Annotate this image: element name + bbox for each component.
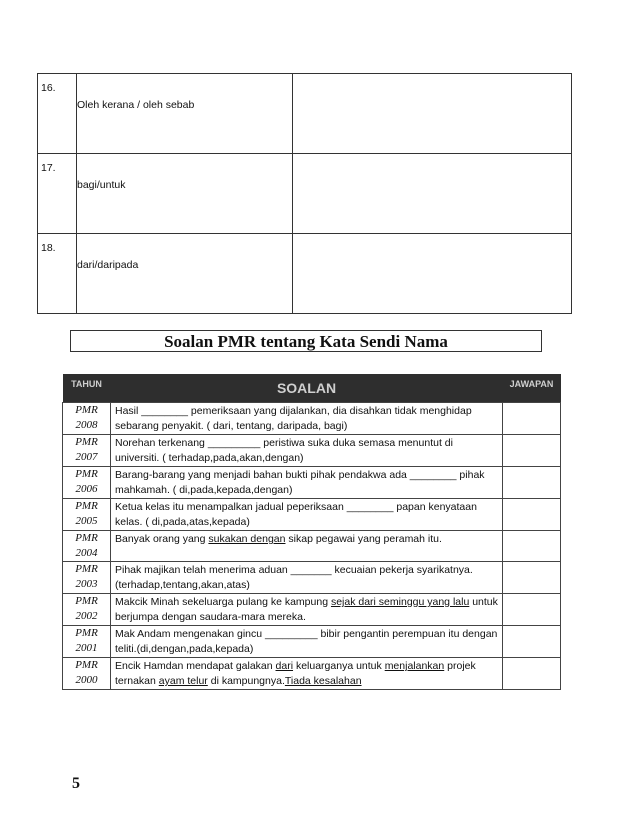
table-row — [63, 531, 561, 562]
answer-cell[interactable] — [503, 594, 561, 626]
underlined-phrase: menjalankan — [384, 660, 445, 672]
year-value: 2007 — [75, 451, 98, 463]
underlined-phrase: sukakan dengan — [208, 533, 286, 545]
question-text: Encik Hamdan mendapat galakan dari keluarganya untuk menjalankan projek ternakan ayam telur di kampungnya.Tiada kesalahan — [111, 658, 503, 690]
answer-cell[interactable] — [503, 626, 561, 658]
table-row — [38, 154, 572, 234]
question-table — [62, 374, 561, 690]
table-row — [63, 562, 561, 594]
word-list-table — [37, 73, 572, 314]
table-row — [63, 499, 561, 531]
underlined-phrase: dari — [275, 660, 294, 672]
answer-cell[interactable] — [503, 435, 561, 467]
row-label: Oleh kerana / oleh sebab — [77, 99, 195, 111]
section-title: Soalan PMR tentang Kata Sendi Nama — [70, 330, 542, 352]
row-number: 17. — [38, 154, 77, 234]
question-text: Banyak orang yang sukakan dengan sikap pegawai yang peramah itu. — [111, 531, 503, 562]
row-label: dari/daripada — [77, 259, 139, 271]
year-value: 2008 — [75, 419, 98, 431]
year-label: PMR — [75, 468, 98, 480]
empty-cell — [293, 74, 572, 154]
row-number: 16. — [38, 74, 77, 154]
table-row — [63, 626, 561, 658]
table-row — [63, 594, 561, 626]
page-number: 5 — [72, 775, 80, 792]
answer-cell[interactable] — [503, 531, 561, 562]
year-label: PMR — [75, 532, 98, 544]
year-label: PMR — [75, 563, 98, 575]
underlined-phrase: ayam telur — [158, 675, 208, 687]
underlined-phrase: sejak dari seminggu yang lalu — [330, 596, 470, 608]
question-text: Mak Andam mengenakan gincu _________ bibir pengantin perempuan itu dengan teliti.(di,dengan,pada,kepada) — [111, 626, 503, 658]
header-answer: JAWAPAN — [503, 374, 561, 403]
year-label: PMR — [75, 627, 98, 639]
table-row — [63, 403, 561, 435]
answer-cell[interactable] — [503, 467, 561, 499]
question-text: Barang-barang yang menjadi bahan bukti pihak pendakwa ada ________ pihak mahkamah. ( di,pada,kepada,dengan) — [111, 467, 503, 499]
year-value: 2000 — [75, 674, 98, 686]
answer-cell[interactable] — [503, 658, 561, 690]
question-text: Pihak majikan telah menerima aduan _______ kecuaian pekerja syarikatnya.(terhadap,tentang,akan,atas) — [111, 562, 503, 594]
question-text: Ketua kelas itu menampalkan jadual peperiksaan ________ papan kenyataan kelas. ( di,pada,atas,kepada) — [111, 499, 503, 531]
year-value: 2001 — [75, 642, 98, 654]
year-value: 2002 — [75, 610, 98, 622]
question-text: Makcik Minah sekeluarga pulang ke kampung sejak dari seminggu yang lalu untuk berjumpa dengan saudara-mara mereka. — [111, 594, 503, 626]
row-number: 18. — [38, 234, 77, 314]
underlined-phrase: Tiada kesalahan — [284, 675, 362, 687]
answer-cell[interactable] — [503, 403, 561, 435]
year-value: 2005 — [75, 515, 98, 527]
header-year: TAHUN — [63, 374, 111, 403]
empty-cell — [293, 234, 572, 314]
table-row — [38, 74, 572, 154]
answer-cell[interactable] — [503, 562, 561, 594]
year-value: 2006 — [75, 483, 98, 495]
table-row — [63, 467, 561, 499]
question-text: Hasil ________ pemeriksaan yang dijalankan, dia disahkan tidak menghidap sebarang penyakit. ( dari, tentang, daripada, bagi) — [111, 403, 503, 435]
year-label: PMR — [75, 659, 98, 671]
year-value: 2004 — [75, 547, 98, 559]
year-value: 2003 — [75, 578, 98, 590]
year-label: PMR — [75, 436, 98, 448]
table-row — [63, 658, 561, 690]
year-label: PMR — [75, 404, 98, 416]
header-row — [63, 374, 561, 403]
header-question: SOALAN — [111, 374, 503, 403]
year-label: PMR — [75, 500, 98, 512]
row-label: bagi/untuk — [77, 179, 126, 191]
question-text: Norehan terkenang _________ peristiwa suka duka semasa menuntut di universiti. ( terhadap,pada,akan,dengan) — [111, 435, 503, 467]
table-row — [38, 234, 572, 314]
empty-cell — [293, 154, 572, 234]
answer-cell[interactable] — [503, 499, 561, 531]
table-row — [63, 435, 561, 467]
year-label: PMR — [75, 595, 98, 607]
